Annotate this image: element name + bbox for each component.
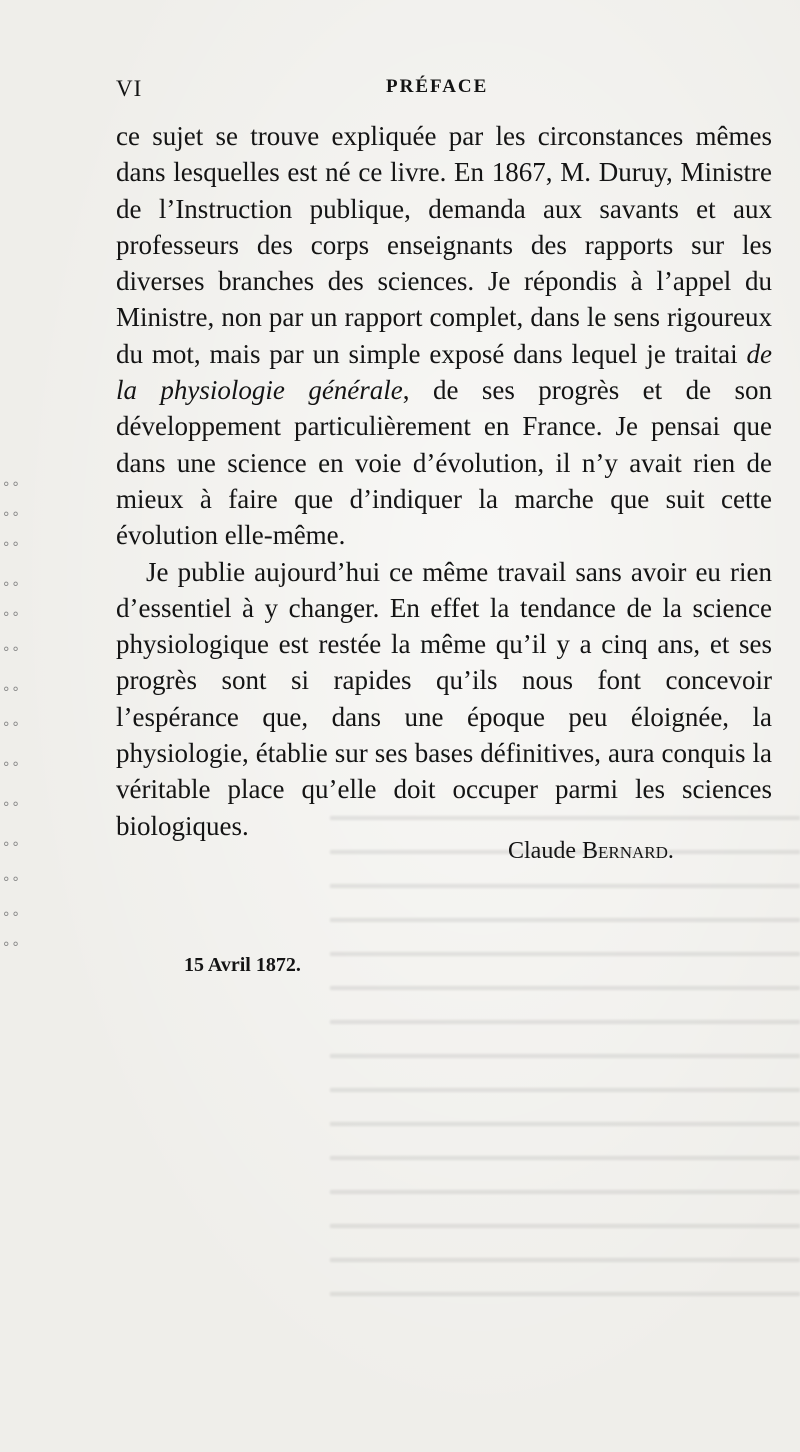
signature bbox=[508, 838, 674, 865]
date-line: 15 Avril 1872. bbox=[184, 954, 301, 976]
body-text bbox=[116, 118, 772, 844]
signature-last-name: Bernard. bbox=[581, 838, 674, 864]
running-head: PRÉFACE bbox=[386, 76, 489, 97]
page-number: VI bbox=[116, 76, 143, 101]
bleed-through-texture bbox=[330, 800, 800, 1320]
binding-gutter-marks: °° °° °° °° °° °° °° °° °° °° °° °° °° °° bbox=[2, 480, 21, 956]
paragraph-1-italic: de la physiologie générale bbox=[116, 338, 772, 406]
paragraph-1-text-b: , de ses progrès et de son développement particulièrement en France. Je pensai que dans une science en voie d’évolution, il n’y avait rien de mieux à faire que d’indiquer la marche que suit cette évolution elle-même. bbox=[116, 375, 772, 551]
paragraph-2: Je publie aujourd’hui ce même travail sans avoir eu rien d’essentiel à y changer. En effet la tendance de la science physiologique est restée la même qu’il y a cinq ans, et ses progrès sont si rapides qu’ils nous font concevoir l’espérance que, dans une époque peu éloignée, la physiologie, établie sur ses bases définitives, aura conquis la véritable place qu’elle doit occuper parmi les sciences biologiques. bbox=[116, 556, 772, 841]
signature-first-name: Claude bbox=[508, 838, 576, 864]
paragraph-1 bbox=[116, 118, 772, 554]
page-header bbox=[116, 76, 772, 110]
paragraph-1-text-a: ce sujet se trouve expliquée par les circonstances mêmes dans lesquelles est né ce livre. En 1867, M. Duruy, Ministre de l’Instruction publique, demanda aux savants et aux professeurs des corps enseignants des rapports sur les diverses branches des sciences. Je répondis à l’appel du Ministre, non par un rapport complet, dans le sens rigoureux du mot, mais par un simple exposé dans lequel je traitai bbox=[116, 121, 772, 369]
